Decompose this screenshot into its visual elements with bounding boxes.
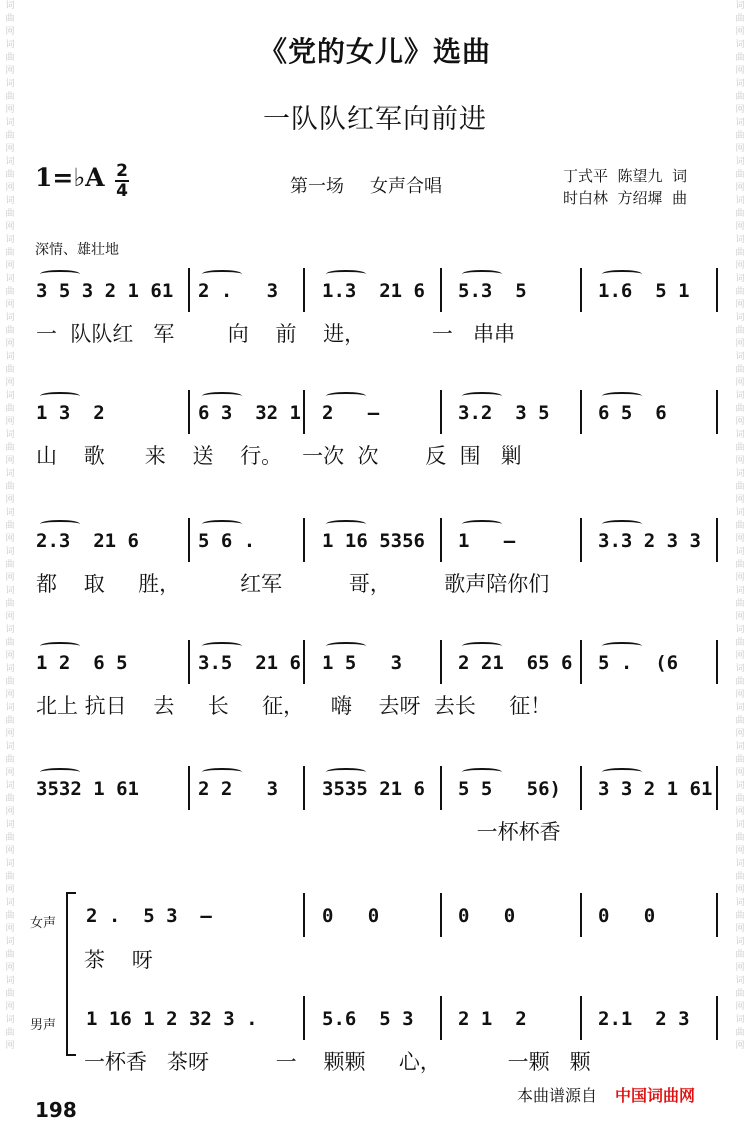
page-number: 198 [35,1098,77,1122]
measure-notes: 1 2 6 5 [36,652,128,674]
barline [303,893,305,937]
slur-mark [602,768,642,776]
source-credit [517,1083,695,1106]
duet-lyric-line: 茶 呀 [84,948,153,972]
barline [580,390,582,434]
composer-credit: 时白林 方绍墀 曲 [563,189,688,207]
barline [303,518,305,562]
slur-mark [462,392,502,400]
slur-mark [326,392,366,400]
barline [303,996,305,1040]
barline [716,996,718,1040]
slur-mark [202,642,242,650]
measure-notes: 5.3 5 [458,280,527,302]
measure-notes: 5 6 . [198,530,256,552]
slur-mark [40,520,80,528]
barline [716,893,718,937]
slur-mark [462,768,502,776]
duet-measure-notes: 0 0 [322,905,380,927]
barline [188,518,190,562]
barline [580,996,582,1040]
barline [303,390,305,434]
song-title: 一队队红军向前进 [263,104,487,135]
duet-measure-notes: 5.6 5 3 [322,1008,414,1030]
measure-notes: 5 . (6 [598,652,679,674]
system-brace [66,892,76,1056]
scene-voices: 女声合唱 [370,176,442,197]
barline [716,766,718,810]
tempo-marking: 深情、雄壮地 [35,242,119,258]
slur-mark [462,270,502,278]
lyric-line: 北上 抗日 去 长 征， 嗨 去呀 去长 征！ [36,694,552,718]
slur-mark [202,520,242,528]
meter-bottom: 4 [116,181,128,201]
barline [580,268,582,312]
measure-notes: 2 21 65 6 [458,652,573,674]
barline [440,996,442,1040]
measure-notes: 2 . 3 [198,280,279,302]
barline [580,893,582,937]
measure-notes: 3535 21 6 [322,778,425,800]
measure-notes: 1.3 21 6 [322,280,425,302]
barline [716,268,718,312]
measure-notes: 2.3 21 6 [36,530,139,552]
scene-info [290,172,442,198]
lyric-line: 山 歌 来 送 行。 一次 次 反 围 剿 [36,444,522,468]
duet-lyric-line: 一杯香 茶呀 一 颗颗 心， 一颗 颗 [84,1050,591,1074]
barline [580,518,582,562]
measure-notes: 1 5 3 [322,652,403,674]
barline [580,640,582,684]
slur-mark [326,520,366,528]
male-voice-label: 男声 [30,1018,57,1033]
measure-notes: 2 — [322,402,380,424]
measure-notes: 3532 1 61 [36,778,139,800]
barline [303,640,305,684]
barline [440,390,442,434]
slur-mark [202,392,242,400]
measure-notes: 3 3 2 1 61 [598,778,713,800]
duet-measure-notes: 0 0 [598,905,656,927]
barline [440,268,442,312]
slur-mark [40,270,80,278]
lyricist-credit: 丁式平 陈望九 词 [563,167,688,185]
slur-mark [326,270,366,278]
barline [188,640,190,684]
barline [303,268,305,312]
slur-mark [326,642,366,650]
measure-notes: 5 5 56) [458,778,561,800]
slur-mark [602,392,642,400]
measure-notes: 3 5 3 2 1 61 [36,280,174,302]
measure-notes: 3.3 2 3 3 [598,530,701,552]
slur-mark [326,768,366,776]
female-voice-label: 女声 [30,916,57,931]
slur-mark [40,642,80,650]
barline [716,390,718,434]
key-signature: 1=♭A [35,163,105,192]
barline [440,518,442,562]
measure-notes: 1.6 5 1 [598,280,690,302]
slur-mark [40,768,80,776]
source-label: 本曲谱源自 [517,1086,598,1105]
measure-notes: 1 16 5356 [322,530,425,552]
barline [188,390,190,434]
scene-act: 第一场 [290,176,344,197]
barline [580,766,582,810]
slur-mark [602,642,642,650]
slur-mark [202,270,242,278]
meter-top: 2 [116,161,128,181]
slur-mark [602,520,642,528]
measure-notes: 6 5 6 [598,402,667,424]
measure-notes: 6 3 32 1 [198,402,301,424]
lyric-line: 一杯杯香 [36,820,561,844]
slur-mark [602,270,642,278]
measure-notes: 1 — [458,530,516,552]
measure-notes: 3.5 21 6 [198,652,301,674]
barline [716,640,718,684]
measure-notes: 1 3 2 [36,402,105,424]
lyric-line: 都 取 胜， 红军 哥， 歌声陪你们 [36,572,550,596]
slur-mark [40,392,80,400]
lyric-line: 一 队队红 军 向 前 进， 一 串串 [36,322,515,346]
duet-measure-notes: 1 16 1 2 32 3 . [86,1008,258,1030]
watermark-right: 词曲网词曲网词曲网词曲网词曲网词曲网词曲网词曲网词曲网词曲网词曲网词曲网词曲网词曲网词曲网词曲网词曲网词曲网词曲网词曲网词曲网词曲网词曲网词曲网词曲网词曲网词曲网 [735,1,745,1051]
watermark-left: 词曲网词曲网词曲网词曲网词曲网词曲网词曲网词曲网词曲网词曲网词曲网词曲网词曲网词曲网词曲网词曲网词曲网词曲网词曲网词曲网词曲网词曲网词曲网词曲网词曲网词曲网词曲网 [5,1,15,1051]
duet-measure-notes: 2.1 2 3 [598,1008,690,1030]
barline [303,766,305,810]
duet-measure-notes: 2 . 5 3 — [86,905,212,927]
slur-mark [462,520,502,528]
measure-notes: 3.2 3 5 [458,402,550,424]
barline [440,640,442,684]
barline [188,766,190,810]
barline [440,766,442,810]
barline [188,268,190,312]
barline [716,518,718,562]
time-signature [115,162,129,200]
duet-measure-notes: 2 1 2 [458,1008,527,1030]
barline [440,893,442,937]
page-title: 《党的女儿》选曲 [258,35,491,68]
slur-mark [462,642,502,650]
duet-measure-notes: 0 0 [458,905,516,927]
source-brand: 中国词曲网 [615,1086,696,1105]
measure-notes: 2 2 3 [198,778,279,800]
slur-mark [202,768,242,776]
